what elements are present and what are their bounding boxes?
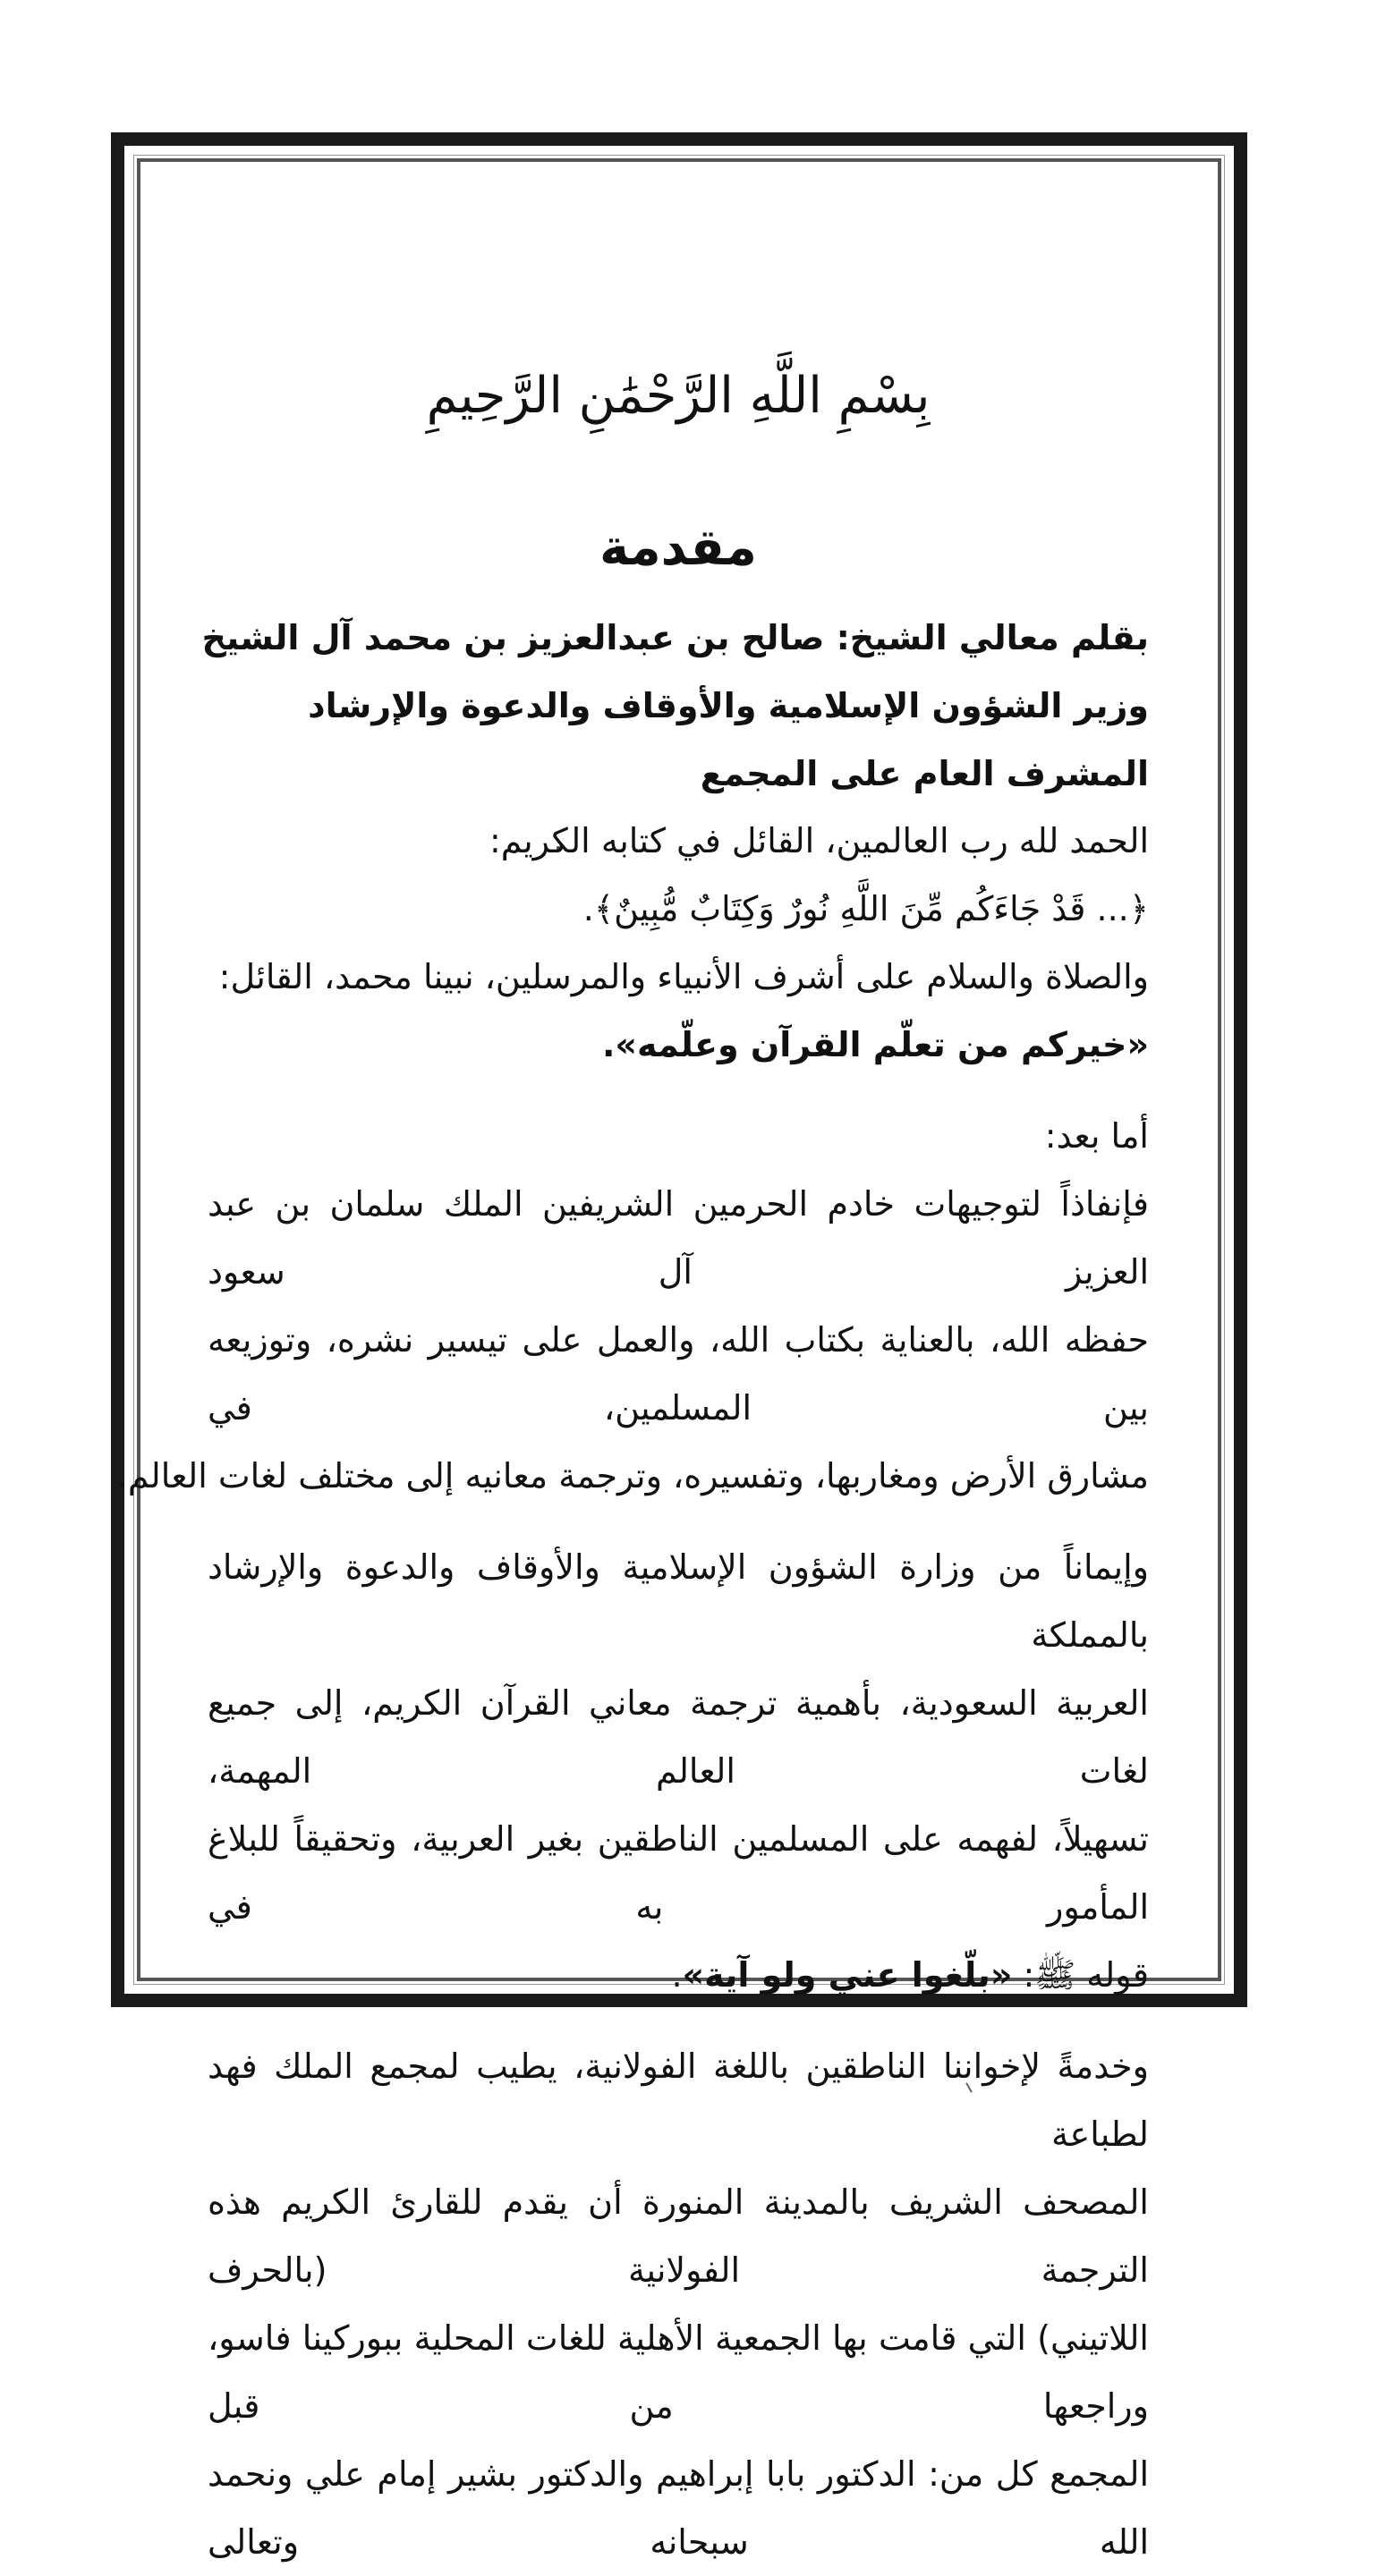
basmala-text: بِسْمِ اللَّهِ الرَّحْمَٰنِ الرَّحِيمِ	[426, 367, 931, 425]
hadith-quote-2: «بلّغوا عني ولو آية»	[682, 1955, 1013, 1995]
author-line-1: بقلم معالي الشيخ: صالح بن عبدالعزيز بن محمد آل الشيخ	[201, 618, 1149, 657]
document-page	[116, 349, 1149, 2562]
paragraph-3	[208, 2032, 1149, 2576]
paragraph-line: تسهيلاً، لفهمه على المسلمين الناطقين بغير العربية، وتحقيقاً للبلاغ المأمور به في	[208, 1819, 1149, 1927]
paragraph-line: فإنفاذاً لتوجيهات خادم الحرمين الشريفين الملك سلمان بن عبد العزيز آل سعود	[208, 1184, 1149, 1292]
paragraph-line: وإيماناً من وزارة الشؤون الإسلامية والأوقاف والدعوة والإرشاد بالمملكة	[208, 1547, 1149, 1655]
paragraph-line: العربية السعودية، بأهمية ترجمة معاني القرآن الكريم، إلى جميع لغات العالم المهمة،	[208, 1683, 1149, 1791]
hadith-intro: قوله ﷺ:	[1012, 1955, 1149, 1995]
page-title: مقدمة	[599, 519, 757, 577]
salutation-line: والصلاة والسلام على أشرف الأنبياء والمرسلين، نبينا محمد، القائل:	[218, 957, 1149, 996]
body-text	[116, 807, 1149, 2576]
author-line-2: وزير الشؤون الإسلامية والأوقاف والدعوة والإرشاد	[308, 686, 1149, 725]
quran-verse: ﴿... قَدْ جَاءَكُم مِّنَ اللَّهِ نُورٌ وَكِتَابٌ مُّبِينٌ﴾.	[582, 889, 1149, 928]
paragraph-line: المجمع كل من: الدكتور بابا إبراهيم والدكتور بشير إمام علي ونحمد الله سبحانه وتعالى	[208, 2454, 1149, 2562]
paragraph-2	[208, 1533, 1149, 2009]
paragraph-line: اللاتيني) التي قامت بها الجمعية الأهلية للغات المحلية ببوركينا فاسو، وراجعها من قبل	[208, 2318, 1149, 2426]
author-line-3: المشرف العام على المجمع	[700, 754, 1149, 793]
period: .	[671, 1955, 683, 1995]
amma-baad-heading: أما بعد:	[1044, 1116, 1149, 1156]
author-block	[201, 604, 1149, 808]
paragraph-1	[116, 1170, 1149, 1510]
paragraph-line	[208, 1941, 1149, 2009]
paragraph-line: مشارق الأرض ومغاربها، وتفسيره، وترجمة معانيه إلى مختلف لغات العالم.	[116, 1456, 1149, 1496]
opening-line: الحمد لله رب العالمين، القائل في كتابه الكريم:	[489, 821, 1149, 860]
basmala	[208, 367, 1149, 425]
hadith-quote: «خيركم من تعلّم القرآن وعلّمه».	[602, 1025, 1149, 1064]
paragraph-line: حفظه الله، بالعناية بكتاب الله، والعمل على تيسير نشره، وتوزيعه بين المسلمين، في	[208, 1320, 1149, 1428]
paragraph-line: وخدمةً لإخواننا الناطقين باللغة الفولانية، يطيب لمجمع الملك فهد لطباعة	[208, 2046, 1149, 2154]
paragraph-line: المصحف الشريف بالمدينة المنورة أن يقدم للقارئ الكريم هذه الترجمة الفولانية (بالحرف	[208, 2182, 1149, 2290]
